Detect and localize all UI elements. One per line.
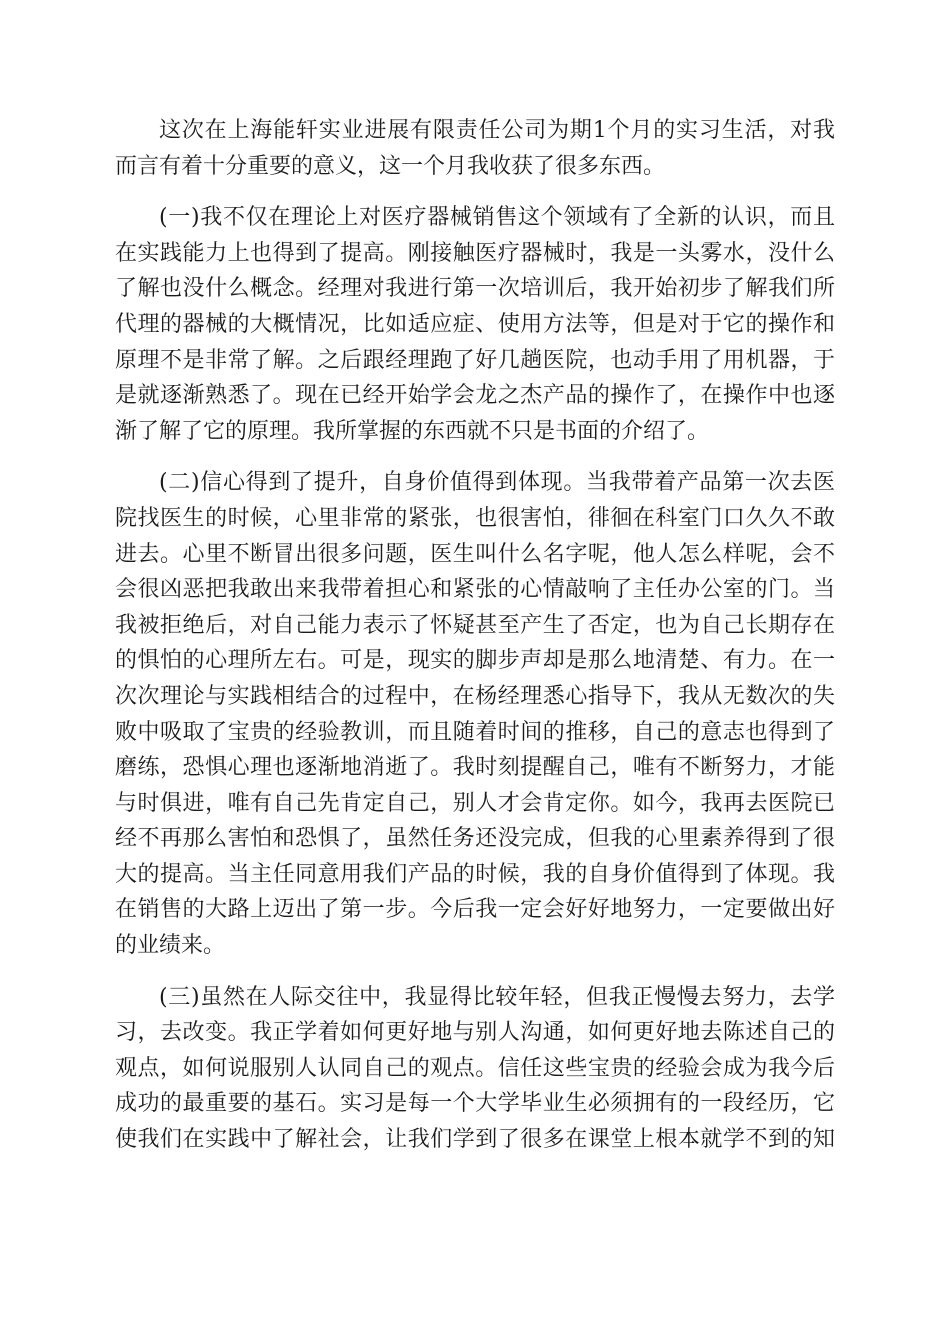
text-line: 大的提高。当主任同意用我们产品的时候，我的自身价值得到了体现。我 [115, 861, 835, 887]
text-line: 了解也没什么概念。经理对我进行第一次培训后，我开始初步了解我们所 [115, 276, 835, 302]
text-line: 这次在上海能轩实业进展有限责任公司为期1个月的实习生活，对我 [159, 118, 835, 143]
text-line: 在销售的大路上迈出了第一步。今后我一定会好好地努力，一定要做出好 [115, 897, 835, 923]
text-line: 会很凶恶把我敢出来我带着担心和紧张的心情敲响了主任办公室的门。当 [115, 577, 835, 603]
paragraph-section-2 [115, 465, 835, 963]
paragraph-section-3 [115, 980, 835, 1158]
text-line: 在实践能力上也得到了提高。刚接触医疗器械时，我是一头雾水，没什么 [115, 240, 835, 266]
text-line: 次次理论与实践相结合的过程中，在杨经理悉心指导下，我从无数次的失 [115, 683, 835, 709]
text-line: 原理不是非常了解。之后跟经理跑了好几趟医院，也动手用了用机器，于 [115, 347, 835, 373]
text-line: 习，去改变。我正学着如何更好地与别人沟通，如何更好地去陈述自己的 [115, 1020, 835, 1046]
text-line: 磨练，恐惧心理也逐渐地消逝了。我时刻提醒自己，唯有不断努力，才能 [115, 755, 835, 781]
text-line: 与时俱进，唯有自己先肯定自己，别人才会肯定你。如今，我再去医院已 [115, 790, 835, 816]
document-page [115, 113, 835, 1174]
text-line: (二)信心得到了提升，自身价值得到体现。当我带着产品第一次去医 [159, 470, 835, 496]
text-line: 经不再那么害怕和恐惧了，虽然任务还没完成，但我的心里素养得到了很 [115, 826, 835, 852]
text-line: 的业绩来。 [115, 933, 226, 959]
text-line: 我被拒绝后，对自己能力表示了怀疑甚至产生了否定，也为自己长期存在 [115, 612, 835, 638]
text-line: 观点，如何说服别人认同自己的观点。信任这些宝贵的经验会成为我今后 [115, 1055, 835, 1081]
text-line: (三)虽然在人际交往中，我显得比较年轻，但我正慢慢去努力，去学 [159, 984, 835, 1010]
text-line: 渐了解了它的原理。我所掌握的东西就不只是书面的介绍了。 [115, 418, 710, 444]
text-line: 使我们在实践中了解社会，让我们学到了很多在课堂上根本就学不到的知 [115, 1127, 835, 1153]
paragraph-intro [115, 113, 835, 184]
text-line: 成功的最重要的基石。实习是每一个大学毕业生必须拥有的一段经历，它 [115, 1091, 835, 1117]
text-line: (一)我不仅在理论上对医疗器械销售这个领域有了全新的认识，而且 [159, 205, 835, 231]
text-line: 的惧怕的心理所左右。可是，现实的脚步声却是那么地清楚、有力。在一 [115, 648, 835, 674]
text-line: 是就逐渐熟悉了。现在已经开始学会龙之杰产品的操作了，在操作中也逐 [115, 383, 835, 409]
text-line: 院找医生的时候，心里非常的紧张，也很害怕，徘徊在科室门口久久不敢 [115, 505, 835, 531]
text-line: 代理的器械的大概情况，比如适应症、使用方法等，但是对于它的操作和 [115, 311, 835, 337]
text-line: 而言有着十分重要的意义，这一个月我收获了很多东西。 [115, 153, 666, 179]
paragraph-section-1 [115, 200, 835, 449]
text-line: 进去。心里不断冒出很多问题，医生叫什么名字呢，他人怎么样呢，会不 [115, 541, 835, 567]
text-line: 败中吸取了宝贵的经验教训，而且随着时间的推移，自己的意志也得到了 [115, 719, 835, 745]
